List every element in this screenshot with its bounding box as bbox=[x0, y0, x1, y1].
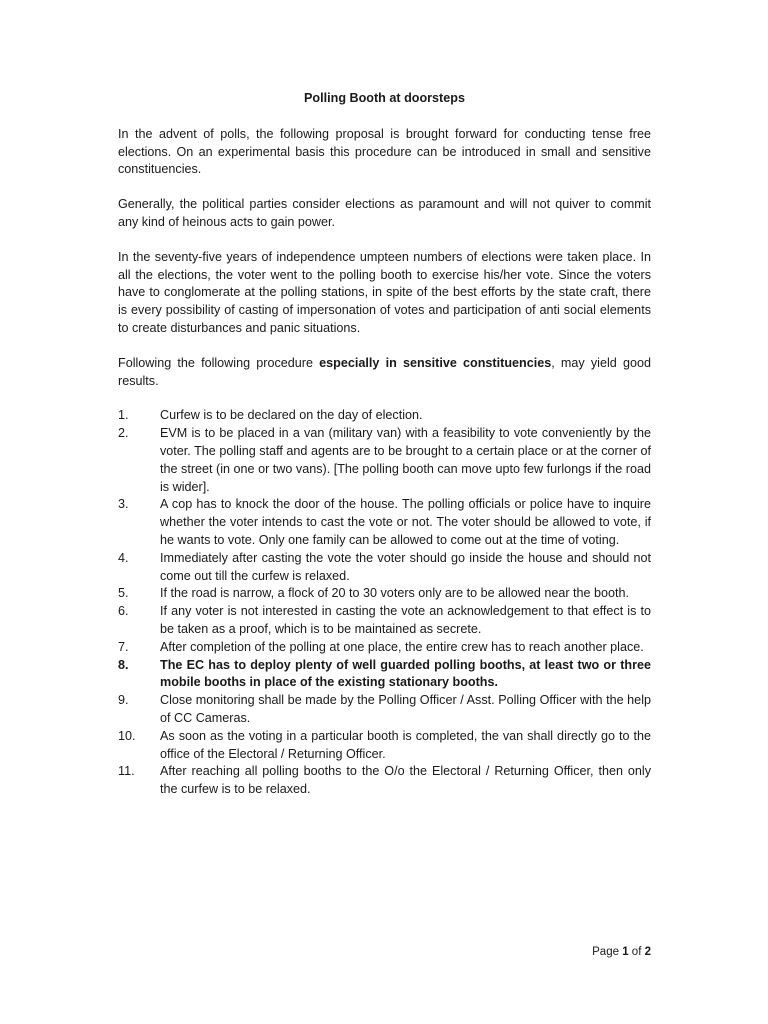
list-item-number: 3. bbox=[118, 497, 129, 512]
list-item-text: The EC has to deploy plenty of well guarded polling booths, at least two or three mobile booths in place of the existing stationary booths. bbox=[160, 657, 651, 690]
list-item-text: Curfew is to be declared on the day of election. bbox=[160, 408, 423, 423]
list-item-text: After reaching all polling booths to the O/o the Electoral / Returning Officer, then only the curfew is to be relaxed. bbox=[160, 764, 651, 797]
list-item bbox=[118, 603, 651, 639]
list-item-number: 10. bbox=[118, 728, 136, 743]
list-item-text: A cop has to knock the door of the house. The polling officials or police have to inquire whether the voter intends to cast the vote or not. The voter should be allowed to vote, if he wants to vote. Only one family can be allowed to come out at the time of voting. bbox=[160, 497, 651, 547]
list-item-text: Close monitoring shall be made by the Polling Officer / Asst. Polling Officer with the help of CC Cameras. bbox=[160, 693, 651, 725]
list-item-text: If the road is narrow, a flock of 20 to 30 voters only are to be allowed near the booth. bbox=[160, 586, 630, 601]
document-body bbox=[118, 90, 651, 799]
list-item-emphasized bbox=[118, 657, 651, 693]
page-number-footer bbox=[592, 946, 651, 958]
list-item-number: 9. bbox=[118, 693, 129, 708]
procedure-intro-after: , may yield good results. bbox=[118, 355, 651, 388]
list-item-number: 4. bbox=[118, 550, 129, 565]
list-item bbox=[118, 496, 651, 549]
total-page-number: 2 bbox=[644, 946, 651, 958]
paragraph-procedure-intro bbox=[118, 355, 651, 391]
list-item-text: As soon as the voting in a particular booth is completed, the van shall directly go to the office of the Electoral / Returning Officer. bbox=[160, 728, 651, 761]
paragraph-intro: In the advent of polls, the following proposal is brought forward for conducting tense free elections. On an experimental basis this procedure can be introduced in small and sensitive constituencies. bbox=[118, 126, 651, 177]
procedure-intro-emphasis: especially in sensitive constituencies bbox=[319, 355, 552, 370]
list-item-text: If any voter is not interested in casting the vote an acknowledgement to that effect is to be taken as a proof, which is to be maintained as secrete. bbox=[160, 604, 651, 636]
of-word: of bbox=[628, 946, 645, 958]
list-item-number: 1. bbox=[118, 408, 129, 423]
list-item-text: EVM is to be placed in a van (military van) with a feasibility to vote conveniently by the voter. The polling staff and agents are to be brought to a certain place or at the corner of the street (in one or two vans). [The polling booth can move upto few furlongs if the road is wider]. bbox=[160, 426, 651, 494]
list-item bbox=[118, 425, 651, 496]
list-item bbox=[118, 728, 651, 764]
list-item-number: 5. bbox=[118, 586, 129, 601]
list-item bbox=[118, 585, 651, 603]
list-item bbox=[118, 407, 651, 425]
paragraph-history: In the seventy-five years of independence umpteen numbers of elections were taken place. In all the elections, the voter went to the polling booth to exercise his/her vote. Since the voters have to conglomerate at the polling stations, in spite of the best efforts by the state craft, there is every possibility of casting of impersonation of votes and participation of anti social elements to create disturbances and panic situations. bbox=[118, 249, 651, 335]
page-word: Page bbox=[592, 946, 623, 958]
list-item bbox=[118, 639, 651, 657]
list-item bbox=[118, 763, 651, 799]
list-item-number: 8. bbox=[118, 657, 129, 672]
list-item bbox=[118, 550, 651, 586]
list-item-text: Immediately after casting the vote the voter should go inside the house and should not come out till the curfew is relaxed. bbox=[160, 550, 651, 583]
list-item bbox=[118, 692, 651, 728]
procedure-intro-before: Following the following procedure bbox=[118, 355, 320, 370]
list-item-number: 7. bbox=[118, 639, 129, 654]
document-title: Polling Booth at doorsteps bbox=[304, 91, 465, 105]
list-item-number: 6. bbox=[118, 604, 129, 619]
list-item-number: 2. bbox=[118, 426, 129, 441]
list-item-number: 11. bbox=[118, 764, 135, 779]
list-item-text: After completion of the polling at one place, the entire crew has to reach another place. bbox=[160, 639, 644, 654]
current-page-number: 1 bbox=[622, 946, 629, 958]
procedure-list bbox=[118, 407, 651, 799]
paragraph-political-parties: Generally, the political parties consider elections as paramount and will not quiver to commit any kind of heinous acts to gain power. bbox=[118, 197, 651, 229]
